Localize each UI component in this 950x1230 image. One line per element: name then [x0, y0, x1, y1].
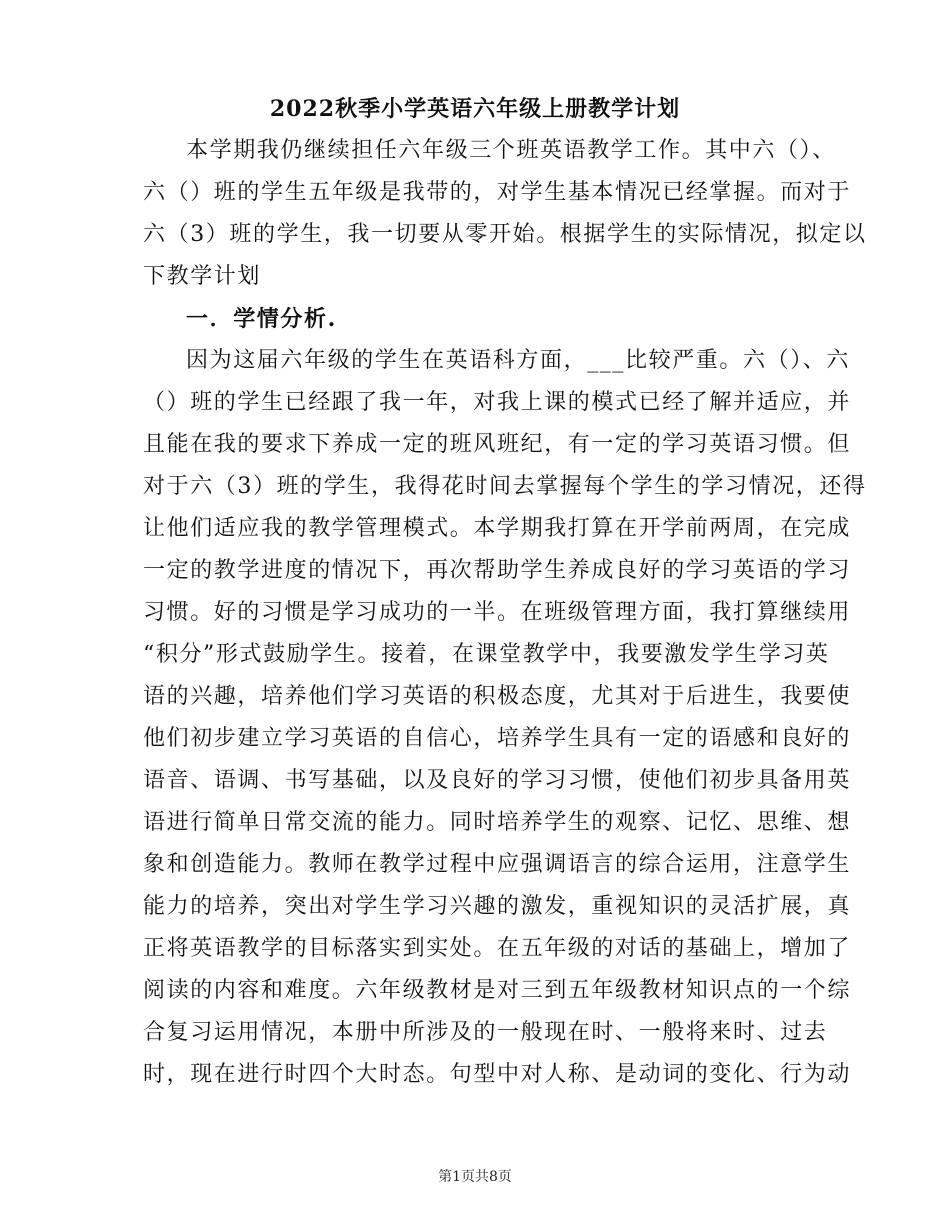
body-line: 语进行简单日常交流的能力。同时培养学生的观察、记忆、思维、想	[143, 810, 852, 835]
body-line: 阅读的内容和难度。六年级教材是对三到五年级教材知识点的一个综	[143, 978, 852, 1003]
body-line: 一定的教学进度的情况下，再次帮助学生养成良好的学习英语的学习	[143, 558, 852, 583]
intro-line: 本学期我仍继续担任六年级三个班英语教学工作。其中六（）、	[186, 138, 836, 163]
body-line: 语音、语调、书写基础，以及良好的学习习惯，使他们初步具备用英	[143, 768, 852, 793]
body-line: 象和创造能力。教师在教学过程中应强调语言的综合运用，注意学生	[143, 852, 852, 877]
body-line: 语的兴趣，培养他们学习英语的积极态度，尤其对于后进生，我要使	[143, 684, 852, 709]
body-line: 合复习运用情况，本册中所涉及的一般现在时、一般将来时、过去	[143, 1020, 828, 1045]
document-title: 2022秋季小学英语六年级上册教学计划	[269, 96, 681, 122]
body-line: 能力的培养，突出对学生学习兴趣的激发，重视知识的灵活扩展，真	[143, 894, 852, 919]
body-line: 因为这届六年级的学生在英语科方面，___比较严重。六（）、六	[186, 348, 851, 373]
page-footer: 第1页共8页	[438, 1169, 512, 1185]
body-line: 对于六（3）班的学生，我得花时间去掌握每个学生的学习情况，还得	[143, 474, 867, 499]
body-line: 让他们适应我的教学管理模式。本学期我打算在开学前两周，在完成	[143, 516, 852, 541]
intro-line: 下教学计划	[143, 264, 262, 289]
body-line: 时，现在进行时四个大时态。句型中对人称、是动词的变化、行为动	[143, 1062, 852, 1087]
body-line: （）班的学生已经跟了我一年，对我上课的模式已经了解并适应，并	[143, 390, 852, 415]
section-heading: 一．学情分析.	[186, 306, 337, 332]
intro-line: 六（）班的学生五年级是我带的，对学生基本情况已经掌握。而对于	[143, 180, 852, 205]
body-line: 他们初步建立学习英语的自信心，培养学生具有一定的语感和良好的	[143, 726, 852, 751]
body-line: 习惯。好的习惯是学习成功的一半。在班级管理方面，我打算继续用	[143, 600, 852, 625]
intro-line: 六（3）班的学生，我一切要从零开始。根据学生的实际情况，拟定以	[143, 222, 867, 247]
body-line: 且能在我的要求下养成一定的班风班纪，有一定的学习英语习惯。但	[143, 432, 852, 457]
body-line: 正将英语教学的目标落实到实处。在五年级的对话的基础上，增加了	[143, 936, 852, 961]
body-line: “积分”形式鼓励学生。接着，在课堂教学中，我要激发学生学习英	[143, 642, 830, 667]
